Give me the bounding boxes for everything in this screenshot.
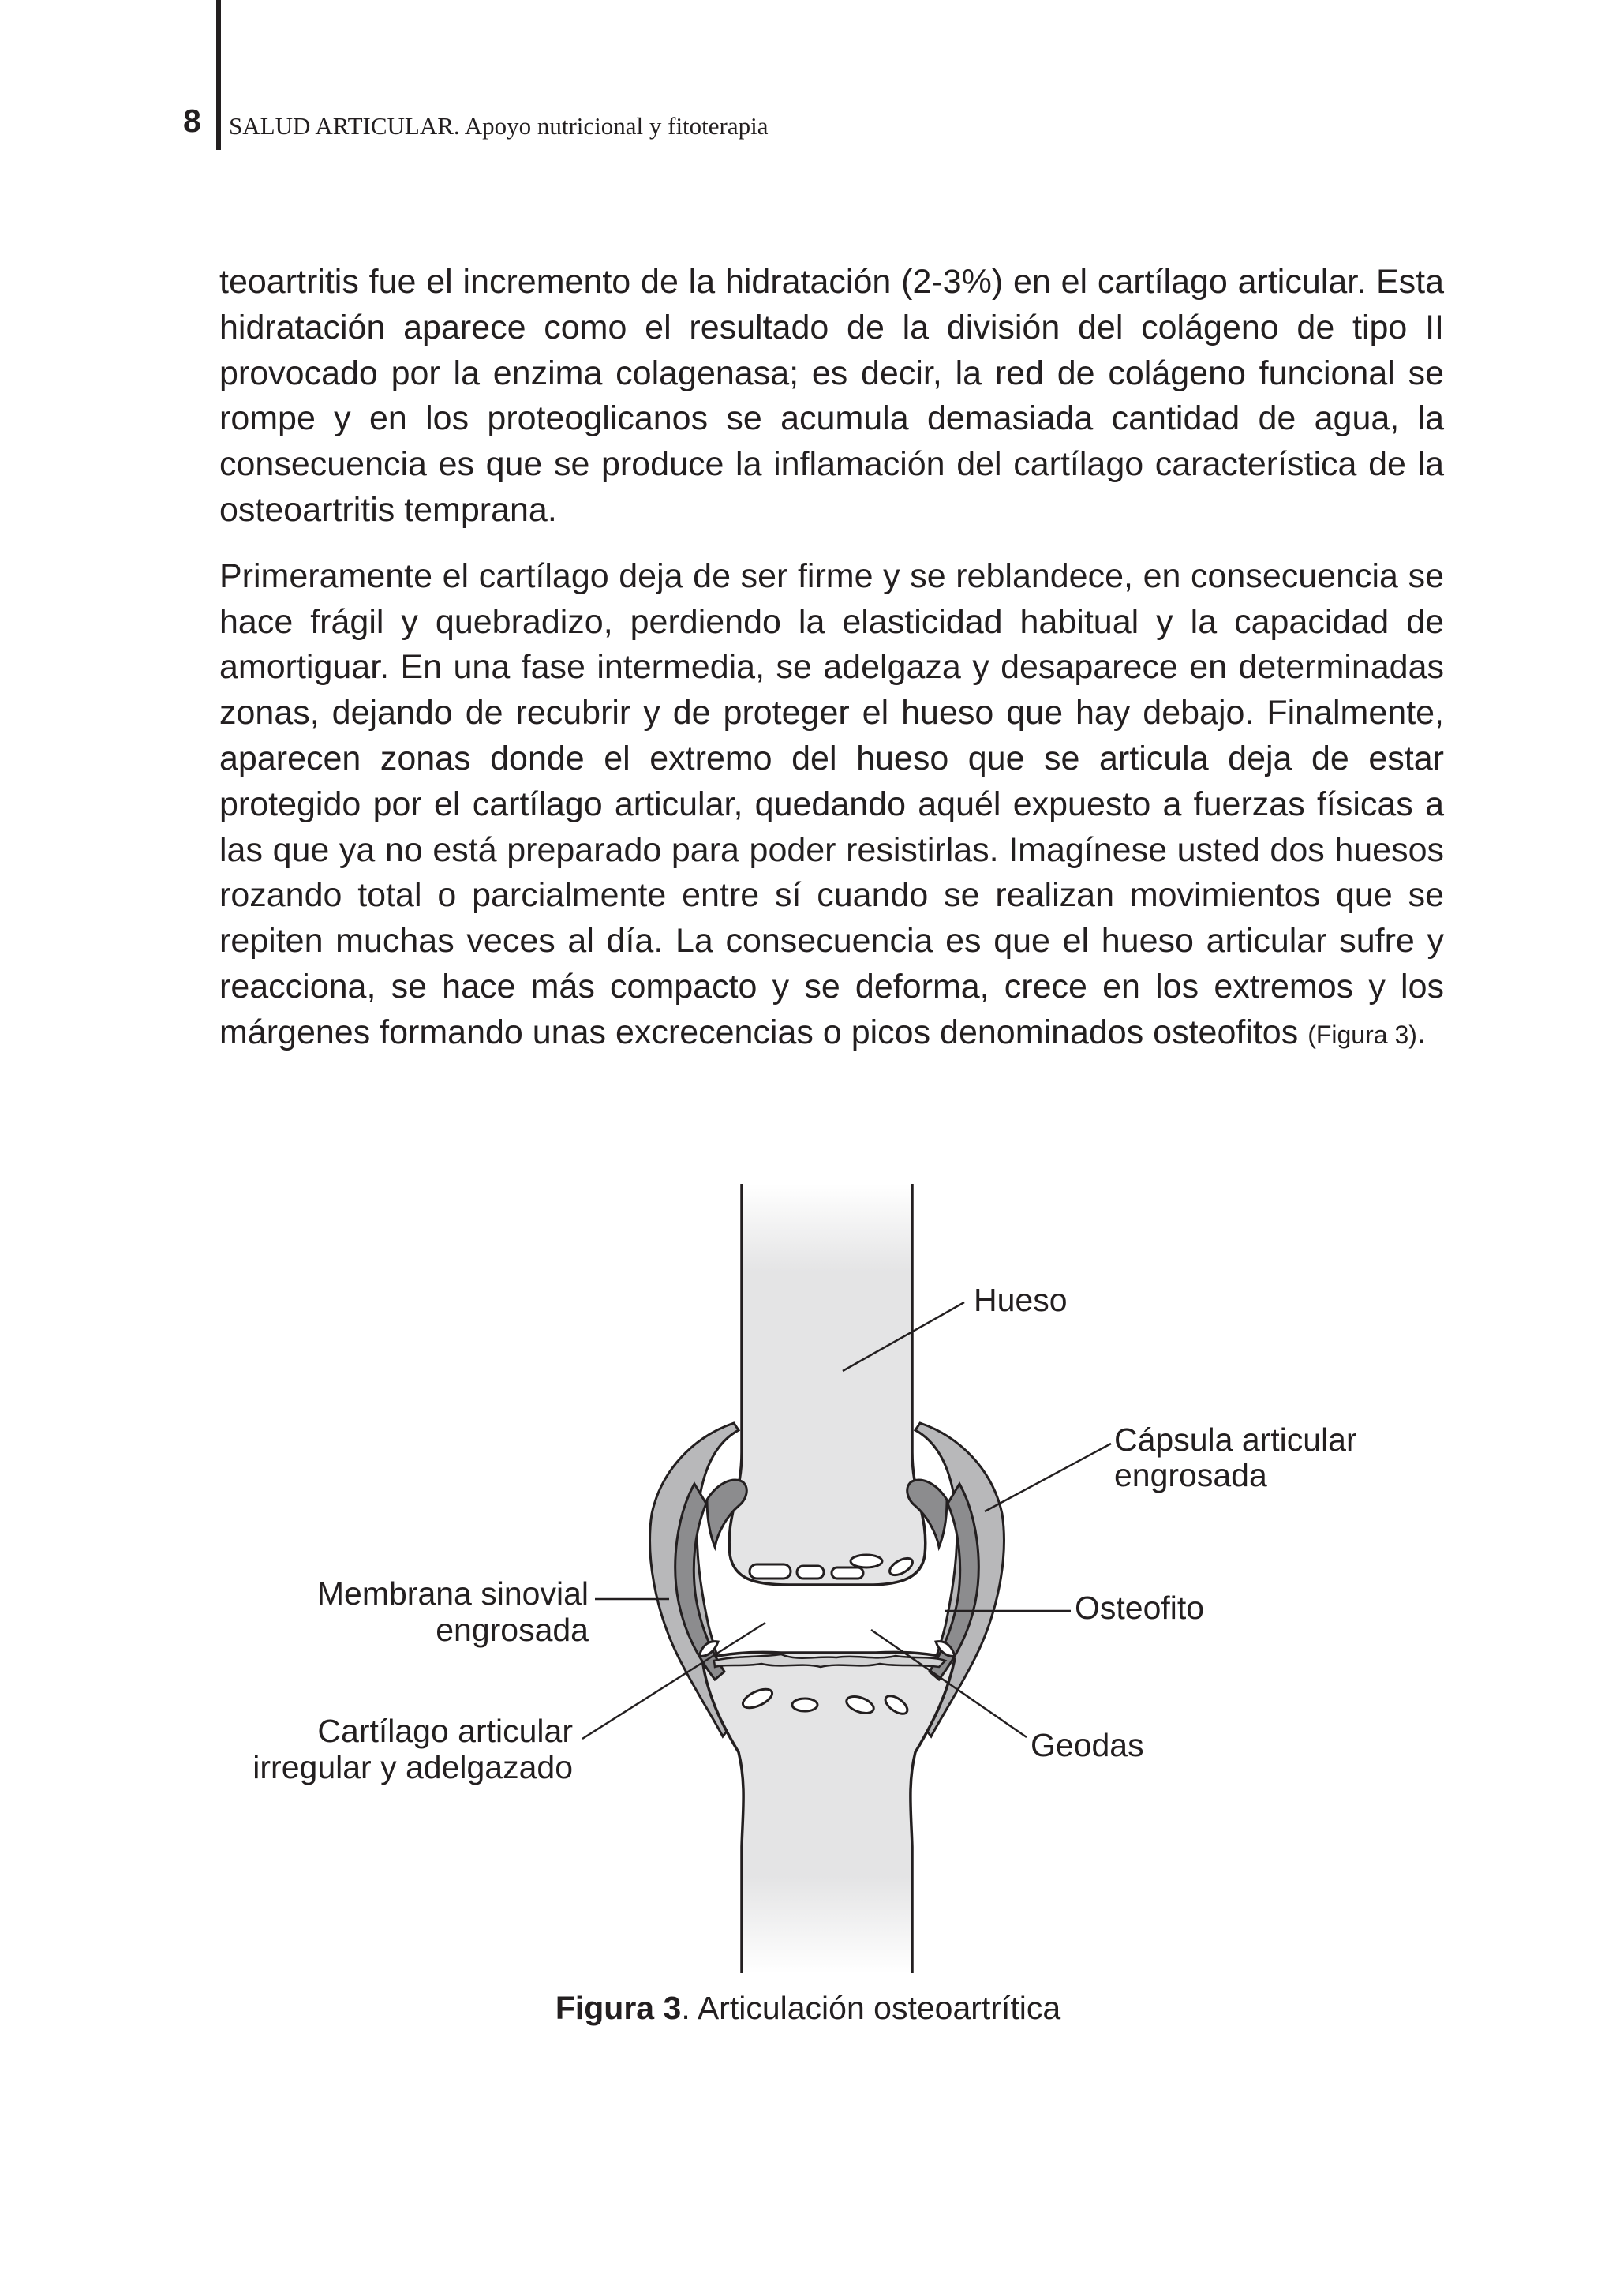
label-membrana-line1: Membrana sinovial	[316, 1575, 589, 1612]
label-geodas: Geodas	[1031, 1727, 1144, 1763]
label-capsula-line1: Cápsula articular	[1114, 1421, 1357, 1458]
label-membrana-line2: engrosada	[436, 1612, 589, 1648]
upper-bone	[729, 1184, 926, 1585]
joint-illustration	[0, 1184, 1616, 1973]
label-cartilago-line1: Cartílago articular	[317, 1713, 573, 1749]
body-text	[219, 260, 1444, 1079]
figure-3	[0, 1184, 1616, 1973]
label-cartilago-line2: irregular y adelgazado	[252, 1749, 573, 1785]
figure-caption-text: . Articulación osteoartrítica	[681, 1990, 1061, 2026]
paragraph-2	[219, 554, 1444, 1058]
figure-reference: (Figura 3)	[1307, 1020, 1417, 1049]
header-rule	[216, 0, 221, 150]
page-number: 8	[183, 103, 201, 139]
running-header	[0, 0, 1616, 158]
figure-caption-label: Figura 3	[555, 1990, 682, 2026]
figure-caption	[0, 1987, 1616, 2028]
paragraph-1	[219, 260, 1444, 534]
running-title: SALUD ARTICULAR. Apoyo nutricional y fitoterapia	[229, 112, 769, 140]
paragraph-2-text: Primeramente el cartílago deja de ser firme y se reblandece, en consecuencia se hace frágil y quebradizo, perdiendo la elasticidad habitual y la capacidad de amortiguar. En una fase intermedia, se adelgaza y desaparece en determinadas zonas, dejando de recubrir y de proteger el hueso que hay debajo. Finalmente, aparecen zonas donde el extremo del hueso que se articula deja de estar protegido por el cartílago articular, quedando aquél expuesto a fuerzas físicas a las que ya no está preparado para poder resistirlas. Imagínese usted dos huesos rozando total o parcialmente entre sí cuando se realizan movimientos que se repiten muchas veces al día. La consecuencia es que el hueso articular sufre y reacciona, se hace más compacto y se deforma, crece en los extremos y los márgenes formando unas excrecencias o picos denominados osteofitos	[219, 556, 1444, 1051]
label-capsula-line2: engrosada	[1114, 1457, 1267, 1493]
paragraph-2-end: .	[1416, 1013, 1427, 1051]
label-osteofito: Osteofito	[1075, 1590, 1205, 1626]
lower-bone	[702, 1652, 955, 1973]
paragraph-1-text: teoartritis fue el incremento de la hidratación (2-3%) en el cartílago articular. Esta hidratación aparece como el resultado de la división del colágeno de tipo II provocado por la enzima colagenasa; es decir, la red de colágeno funcional se rompe y en los proteoglicanos se acumula demasiada cantidad de agua, la consecuencia es que se produce la inflamación del cartílago característica de la osteoartritis temprana.	[219, 263, 1444, 529]
label-hueso: Hueso	[974, 1282, 1068, 1318]
